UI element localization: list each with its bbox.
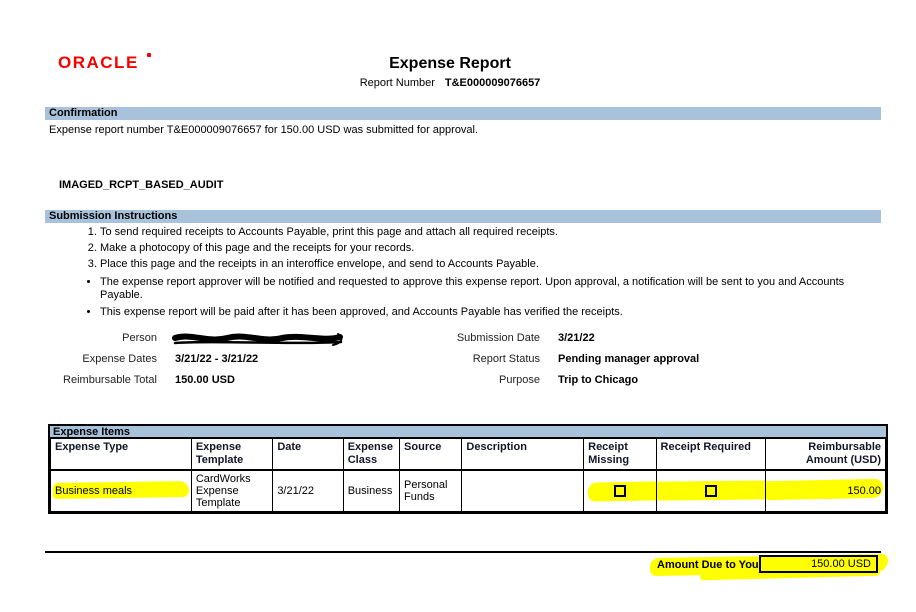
col-reimbursable-amount: Reimbursable Amount (USD)	[766, 439, 886, 471]
col-expense-template: Expense Template	[191, 439, 272, 471]
audit-tag: IMAGED_RCPT_BASED_AUDIT	[59, 179, 224, 191]
col-description: Description	[462, 439, 584, 471]
report-status-row	[400, 348, 699, 369]
submission-date-value: 3/21/22	[558, 331, 595, 344]
col-source: Source	[400, 439, 462, 471]
reimbursable-amount-cell	[766, 470, 886, 512]
instruction-item: 3. Place this page and the receipts in an interoffice envelope, and send to Accounts Payable.	[100, 258, 862, 271]
expense-items-section-header: Expense Items	[50, 426, 886, 438]
expense-dates-label: Expense Dates	[82, 352, 157, 365]
reimbursable-total-value: 150.00 USD	[175, 373, 235, 386]
amount-due-label: Amount Due to You	[657, 559, 759, 571]
summary-left-column	[27, 327, 347, 390]
instruction-bullet: • This expense report will be paid after it has been approved, and Accounts Payable has verified the receipts.	[100, 306, 870, 319]
person-row	[27, 327, 347, 348]
reimbursable-total-label: Reimbursable Total	[63, 373, 157, 386]
instruction-bullet-list	[78, 276, 870, 323]
amount-due-value: 150.00 USD	[811, 558, 871, 570]
date-cell: 3/21/22	[273, 470, 343, 512]
confirmation-message: Expense report number T&E000009076657 for 150.00 USD was submitted for approval.	[49, 124, 479, 136]
expense-dates-value: 3/21/22 - 3/21/22	[175, 352, 259, 365]
description-cell	[462, 470, 584, 512]
oracle-logo: ORACLE	[58, 53, 139, 72]
instruction-bullet: • The expense report approver will be notified and requested to approve this expense report. Upon approval, a notification will be sent to you and Accounts Payable.	[100, 276, 870, 302]
col-receipt-required: Receipt Required	[656, 439, 766, 471]
person-label: Person	[122, 331, 157, 344]
submission-date-row	[400, 327, 699, 348]
col-expense-type: Expense Type	[51, 439, 192, 471]
reimbursable-total-row	[27, 369, 347, 390]
col-receipt-missing: Receipt Missing	[584, 439, 656, 471]
receipt-required-checkbox[interactable]	[705, 485, 717, 497]
confirmation-section-header: Confirmation	[45, 107, 881, 120]
report-number-label: Report Number	[359, 77, 435, 89]
redacted-person-scribble	[172, 331, 347, 347]
submission-date-label: Submission Date	[456, 331, 540, 344]
instruction-numbered-list	[62, 226, 862, 274]
purpose-row	[400, 369, 699, 390]
purpose-label: Purpose	[499, 373, 540, 386]
purpose-value: Trip to Chicago	[558, 373, 639, 386]
expense-dates-row	[27, 348, 347, 369]
expense-type-cell	[51, 470, 192, 512]
report-status-label: Report Status	[472, 352, 540, 365]
expense-template-cell: CardWorks Expense Template	[191, 470, 272, 512]
receipt-required-cell	[656, 470, 766, 512]
col-expense-class: Expense Class	[343, 439, 399, 471]
reimbursable-amount-value: 150.00	[847, 485, 881, 497]
instruction-item: 2. Make a photocopy of this page and the receipts for your records.	[100, 242, 862, 255]
report-header	[0, 55, 900, 89]
summary-right-column	[400, 327, 699, 390]
page-title: Expense Report	[389, 55, 511, 72]
expense-class-cell: Business	[343, 470, 399, 512]
expense-type-value: Business meals	[55, 485, 133, 497]
footer-divider	[45, 551, 881, 553]
submission-instructions-section-header: Submission Instructions	[45, 210, 881, 223]
report-number-value: T&E000009076657	[444, 77, 541, 89]
receipt-missing-checkbox[interactable]	[614, 485, 626, 497]
source-cell: Personal Funds	[400, 470, 462, 512]
receipt-missing-cell	[584, 470, 656, 512]
table-row	[51, 470, 886, 512]
table-header-row	[51, 439, 886, 471]
amount-due-box	[759, 555, 878, 573]
instruction-item: 1. To send required receipts to Accounts Payable, print this page and attach all required receipts.	[100, 226, 862, 239]
report-status-value: Pending manager approval	[558, 352, 700, 365]
col-date: Date	[273, 439, 343, 471]
expense-items-table	[48, 424, 888, 514]
